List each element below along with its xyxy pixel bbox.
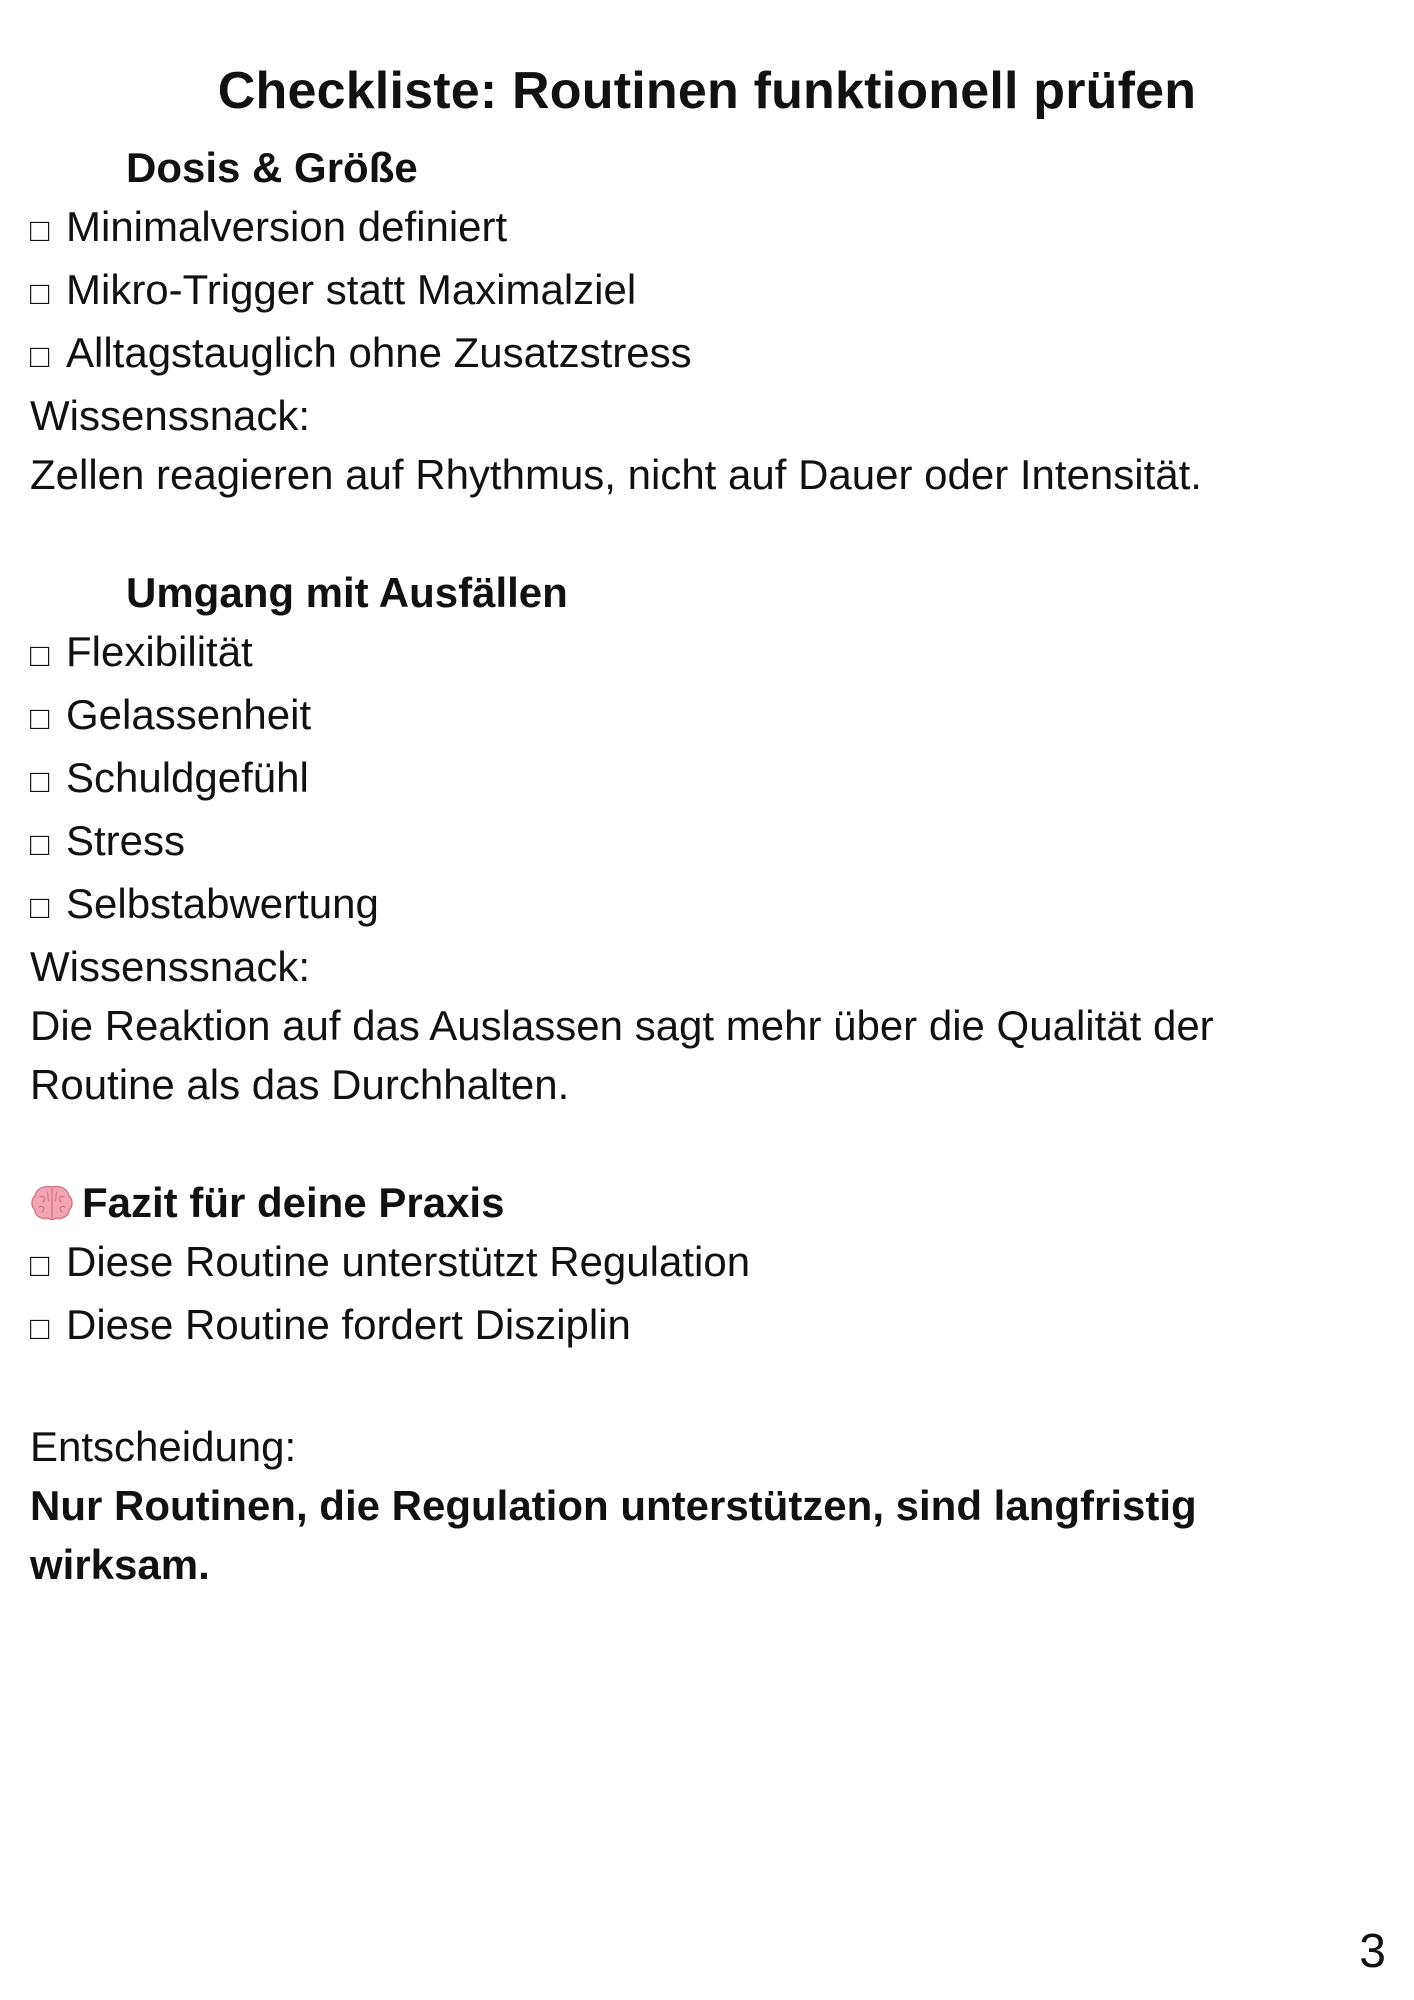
spacer	[30, 1358, 1380, 1417]
checklist-item-label: Diese Routine fordert Disziplin	[66, 1301, 631, 1348]
checkbox-icon[interactable]: □	[30, 826, 50, 862]
spacer	[30, 1114, 1380, 1173]
checklist-item-label: Diese Routine unterstützt Regulation	[66, 1238, 751, 1285]
page-content	[30, 138, 1380, 1594]
note-text: Zellen reagieren auf Rhythmus, nicht auf Dauer oder Intensität.	[30, 451, 1202, 498]
checklist-item[interactable]	[30, 811, 1380, 874]
section-heading-ausfaelle: Umgang mit Ausfällen	[126, 569, 568, 616]
checkbox-icon[interactable]: □	[30, 275, 50, 311]
checklist-item[interactable]	[30, 197, 1380, 260]
checklist-item-label: Mikro-Trigger statt Maximalziel	[66, 266, 637, 313]
checklist-item[interactable]	[30, 874, 1380, 937]
decision-text-line-2: wirksam.	[30, 1541, 210, 1588]
spacer	[30, 504, 1380, 563]
checklist-item-label: Selbstabwertung	[66, 880, 379, 927]
section-heading-fazit	[30, 1173, 1380, 1232]
checkbox-icon[interactable]: □	[30, 637, 50, 673]
checklist-item-label: Schuldgefühl	[66, 754, 309, 801]
section-heading-dosis: Dosis & Größe	[126, 144, 418, 191]
page-number: 3	[1359, 1925, 1386, 1978]
decision-label: Entscheidung:	[30, 1423, 297, 1470]
checklist-item[interactable]	[30, 622, 1380, 685]
note-text-line-1: Die Reaktion auf das Auslassen sagt mehr über die Qualität der	[30, 1002, 1214, 1049]
checklist-item-label: Alltagstauglich ohne Zusatzstress	[66, 329, 692, 376]
checkbox-icon[interactable]: □	[30, 338, 50, 374]
checklist-item[interactable]	[30, 1295, 1380, 1358]
brain-icon	[30, 1183, 74, 1223]
checklist-item[interactable]	[30, 323, 1380, 386]
checklist-item-label: Minimalversion definiert	[66, 203, 508, 250]
fazit-heading-label: Fazit für deine Praxis	[82, 1179, 505, 1226]
checklist-item[interactable]	[30, 685, 1380, 748]
checkbox-icon[interactable]: □	[30, 889, 50, 925]
decision-text-line-1: Nur Routinen, die Regulation unterstützen, sind langfristig	[30, 1482, 1197, 1529]
checklist-item[interactable]	[30, 748, 1380, 811]
page-title: Checkliste: Routinen funktionell prüfen	[217, 62, 1197, 120]
note-text-line-2: Routine als das Durchhalten.	[30, 1061, 570, 1108]
checklist-item[interactable]	[30, 260, 1380, 323]
checklist-item-label: Stress	[66, 817, 186, 864]
checkbox-icon[interactable]: □	[30, 1247, 50, 1283]
checklist-item-label: Flexibilität	[66, 628, 253, 675]
checklist-item-label: Gelassenheit	[66, 691, 312, 738]
note-label: Wissenssnack:	[30, 392, 311, 439]
checklist-item[interactable]	[30, 1232, 1380, 1295]
checkbox-icon[interactable]: □	[30, 700, 50, 736]
checkbox-icon[interactable]: □	[30, 212, 50, 248]
checkbox-icon[interactable]: □	[30, 763, 50, 799]
note-label: Wissenssnack:	[30, 943, 311, 990]
checkbox-icon[interactable]: □	[30, 1310, 50, 1346]
